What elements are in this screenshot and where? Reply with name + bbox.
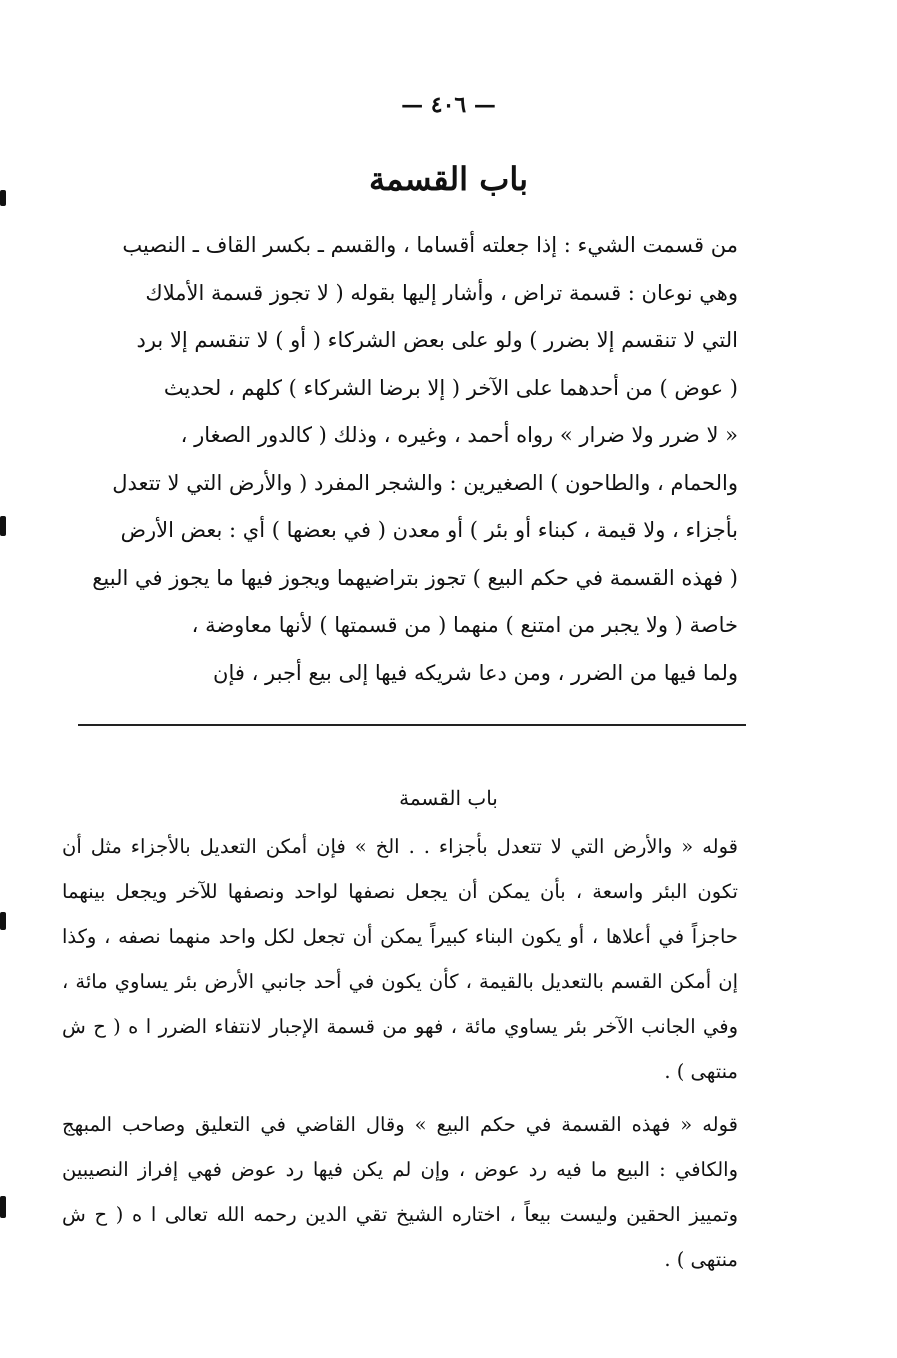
text-line: من قسمت الشيء : إذا جعلته أقساما ، والقسم ـ بكسر القاف ـ النصيب [122, 233, 738, 257]
scan-margin-mark [0, 912, 6, 930]
text-line: التي لا تنقسم إلا بضرر ) ولو على بعض الشركاء ( أو ) لا تنقسم إلا برد [136, 328, 738, 352]
chapter-title: باب القسمة [369, 160, 528, 198]
text-line: والحمام ، والطاحون ) الصغيرين : والشجر المفرد ( والأرض التي لا تتعدل [112, 470, 738, 495]
text-line: ( عوض ) من أحدهما على الآخر ( إلا برضا الشركاء ) كلهم ، لحديث [163, 375, 738, 400]
commentary-paragraph: قوله « فهذه القسمة في حكم البيع » وقال القاضي في التعليق وصاحب المبهج والكافي : البيع ما فيه رد عوض ، وإن لم يكن فيها رد عوض فهي إفراز النصيبين وتمييز الحقين وليست بيعاً ، اختاره الشيخ تقي الدين رحمه الله تعالى ا ه ( ح ش منتهى ) . [62, 1113, 738, 1271]
scan-margin-mark [0, 516, 6, 536]
text-line: « لا ضرر ولا ضرار » رواه أحمد ، وغيره ، وذلك ( كالدور الصغار ، [180, 423, 738, 447]
text-line: ولما فيها من الضرر ، ومن دعا شريكه فيها إلى بيع أجبر ، فإن [213, 660, 738, 685]
text-line: ( فهذه القسمة في حكم البيع ) تجوز بتراضيهما ويجوز فيها ما يجوز في البيع [92, 565, 738, 590]
main-text [62, 222, 738, 697]
commentary-paragraph: قوله « والأرض التي لا تتعدل بأجزاء . . الخ » فإن أمكن التعديل بالأجزاء مثل أن تكون البئر واسعة ، بأن يمكن أن يجعل نصفها لواحد ونصفها للآخر ويجعل بينهما حاجزاً في أعلاها ، أو يكون البناء كبيراً يمكن أن تجعل لكل واحد منهما نصفه ، وكذا إن أمكن القسم بالتعديل بالقيمة ، كأن يكون في أحد جانبي الأرض بئر يساوي مائة ، وفي الجانب الآخر بئر يساوي مائة ، فهو من قسمة الإجبار لانتفاء الضرر ا ه ( ح ش منتهى ) . [62, 835, 738, 1083]
footnote-divider [78, 724, 746, 726]
commentary-text [62, 824, 738, 1290]
text-line: وهي نوعان : قسمة تراض ، وأشار إليها بقوله ( لا تجوز قسمة الأملاك [145, 280, 738, 305]
scan-margin-mark [0, 1196, 6, 1218]
text-line: خاصة ( ولا يجبر من امتنع ) منهما ( من قسمتها ) لأنها معاوضة ، [191, 613, 738, 637]
text-line: بأجزاء ، ولا قيمة ، كبناء أو بئر ) أو معدن ( في بعضها ) أي : بعض الأرض [120, 518, 738, 542]
scan-margin-mark [0, 190, 6, 206]
commentary-title: باب القسمة [399, 786, 498, 810]
page-number: — ٤٠٦ — [401, 92, 496, 118]
